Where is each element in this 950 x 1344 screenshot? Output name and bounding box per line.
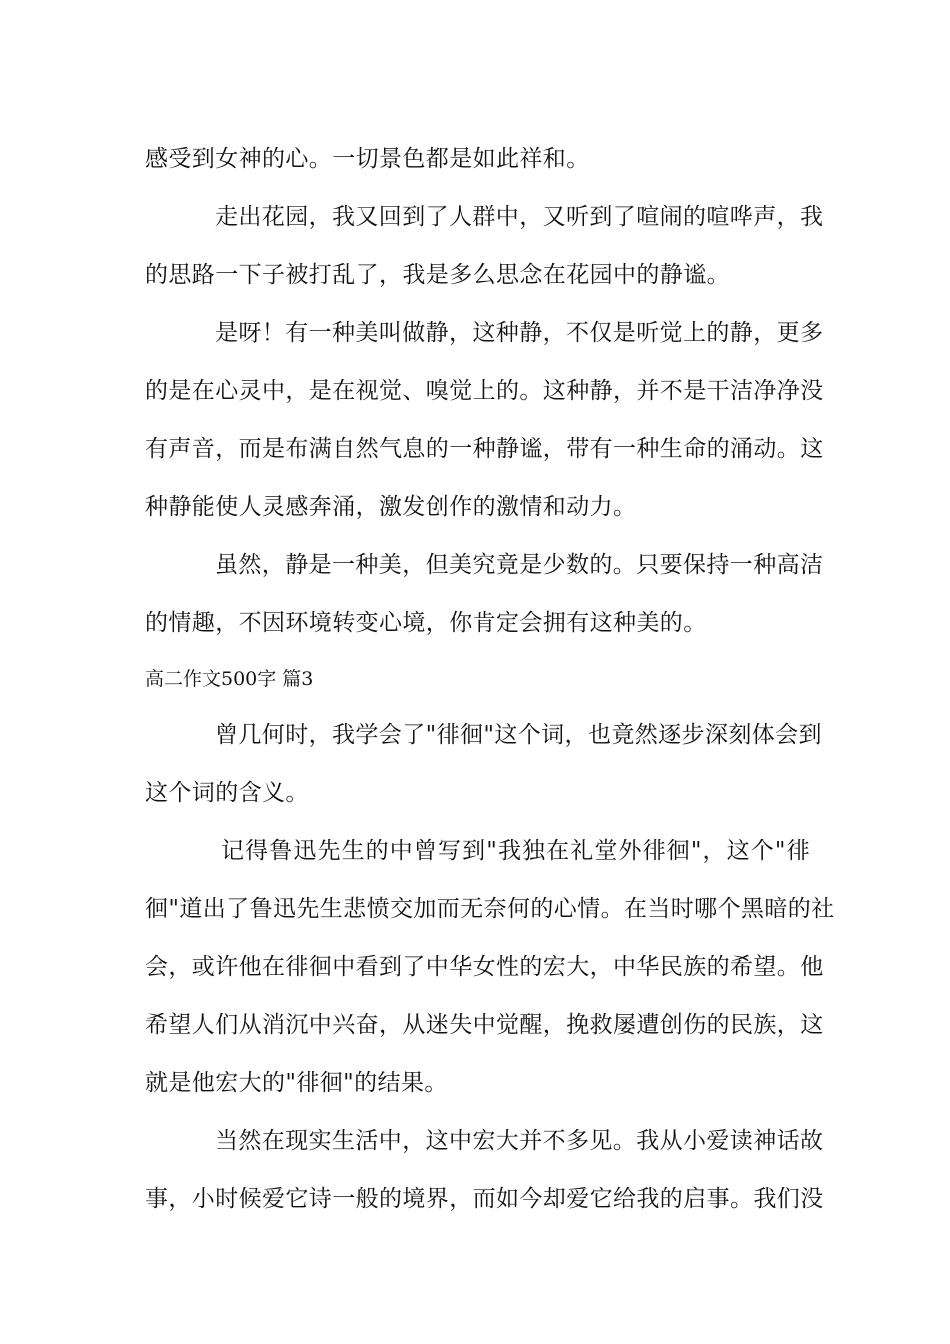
paragraph-line: 当然在现实生活中，这中宏大并不多见。我从小爱读神话故 bbox=[215, 1128, 824, 1154]
paragraph-line: 的思路一下子被打乱了，我是多么思念在花园中的静谧。 bbox=[145, 262, 730, 288]
paragraph-line: 这个词的含义。 bbox=[145, 780, 309, 806]
paragraph-line: 徊"道出了鲁迅先生悲愤交加而无奈何的心情。在当时哪个黑暗的社 bbox=[145, 896, 835, 922]
paragraph-line: 希望人们从消沉中兴奋，从迷失中觉醒，挽救屡遭创伤的民族，这 bbox=[145, 1012, 824, 1038]
section-heading: 高二作文500字 篇3 bbox=[145, 668, 314, 690]
paragraph-line: 的是在心灵中，是在视觉、嗅觉上的。这种静，并不是干洁净净没 bbox=[145, 378, 824, 404]
paragraph-line: 感受到女神的心。一切景色都是如此祥和。 bbox=[145, 146, 590, 172]
paragraph-line: 种静能使人灵感奔涌，激发创作的激情和动力。 bbox=[145, 494, 637, 520]
paragraph-line: 曾几何时，我学会了"徘徊"这个词，也竟然逐步深刻体会到 bbox=[215, 722, 822, 748]
paragraph-line: 就是他宏大的"徘徊"的结果。 bbox=[145, 1070, 448, 1096]
paragraph-line: 记得鲁迅先生的中曾写到"我独在礼堂外徘徊"，这个"徘 bbox=[221, 838, 810, 864]
paragraph-line: 虽然，静是一种美，但美究竟是少数的。只要保持一种高洁 bbox=[215, 552, 824, 578]
paragraph-line: 会，或许他在徘徊中看到了中华女性的宏大，中华民族的希望。他 bbox=[145, 954, 824, 980]
paragraph-line: 的情趣，不因环境转变心境，你肯定会拥有这种美的。 bbox=[145, 610, 707, 636]
paragraph-line: 有声音，而是布满自然气息的一种静谧，带有一种生命的涌动。这 bbox=[145, 436, 824, 462]
paragraph-line: 事，小时候爱它诗一般的境界，而如今却爱它给我的启事。我们没 bbox=[145, 1186, 824, 1212]
paragraph-line: 走出花园，我又回到了人群中，又听到了喧闹的喧哗声，我 bbox=[215, 204, 824, 230]
document-body bbox=[145, 130, 835, 1228]
paragraph-line: 是呀！有一种美叫做静，这种静，不仅是听觉上的静，更多 bbox=[215, 320, 824, 346]
